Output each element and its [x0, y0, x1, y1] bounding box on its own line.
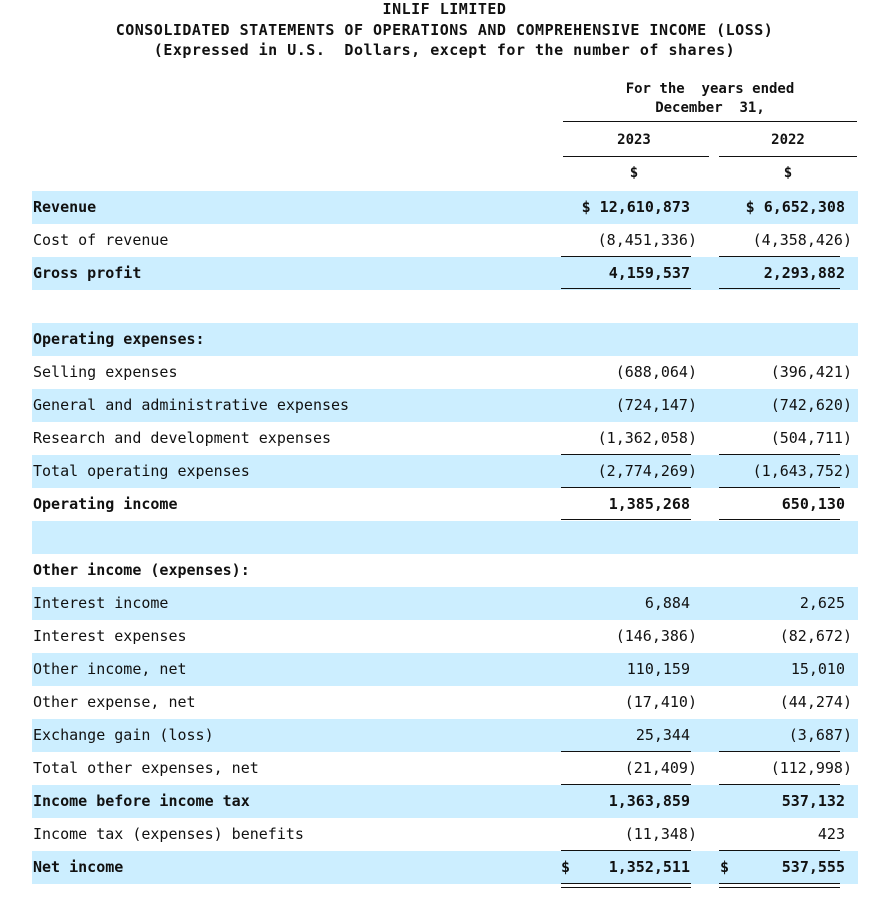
row-gross-profit: [32, 257, 858, 290]
value-2022: (742,620): [770, 396, 852, 414]
row-total-operating-expenses: [32, 455, 858, 488]
total-rule-2023: [561, 519, 691, 520]
value-2022: (1,643,752): [752, 462, 852, 480]
value-2023: 110,159: [626, 660, 690, 678]
value-2022: (112,998): [770, 759, 852, 777]
value-2023: 4,159,537: [608, 264, 690, 282]
value-2023: 6,884: [644, 594, 690, 612]
value-2022: 2,625: [799, 594, 845, 612]
row-income-before-tax: [32, 785, 858, 818]
row-other-income-net: [32, 653, 858, 686]
row-exchange-gain-loss: [32, 719, 858, 752]
row-operating-expenses-heading: [32, 323, 858, 356]
row-label: Gross profit: [33, 264, 142, 282]
row-label: Income before income tax: [33, 792, 250, 810]
total-rule-2022: [719, 519, 840, 520]
row-label: Exchange gain (loss): [33, 726, 214, 744]
value-2023: (146,386): [615, 627, 697, 645]
double-rule-2022: [719, 883, 840, 888]
value-2022: 15,010: [790, 660, 845, 678]
value-2023: 1,363,859: [608, 792, 690, 810]
value-2022: 423: [817, 825, 845, 843]
value-2023: (21,409): [624, 759, 697, 777]
statement-title: CONSOLIDATED STATEMENTS OF OPERATIONS AND COMPREHENSIVE INCOME (LOSS): [115, 21, 774, 39]
row-label: Other income, net: [33, 660, 187, 678]
row-label: Research and development expenses: [33, 429, 332, 447]
currency-2023-label: $: [629, 165, 639, 181]
currency-2022: $: [720, 858, 730, 876]
row-label: General and administrative expenses: [33, 396, 350, 414]
row-general-admin-expenses: [32, 389, 858, 422]
value-2022: (3,687): [788, 726, 852, 744]
row-interest-income: [32, 587, 858, 620]
row-income-tax: [32, 818, 858, 851]
row-label: Income tax (expenses) benefits: [33, 825, 304, 843]
period-rule: [563, 121, 857, 122]
value-2022: 537,555: [781, 858, 845, 876]
period-line-1: For the years ended: [625, 81, 795, 97]
year-2023-rule: [563, 156, 709, 157]
value-2022: (82,672): [779, 627, 852, 645]
row-other-income-heading: [32, 554, 858, 587]
value-2022: 2,293,882: [763, 264, 845, 282]
value-2022: $ 6,652,308: [745, 198, 845, 216]
row-label: Operating expenses:: [33, 330, 205, 348]
value-2023: (2,774,269): [597, 462, 697, 480]
row-research-development-expenses: [32, 422, 858, 455]
value-2022: (44,274): [779, 693, 852, 711]
row-label: Interest expenses: [33, 627, 187, 645]
double-rule-2023: [561, 883, 691, 888]
row-selling-expenses: [32, 356, 858, 389]
row-other-expense-net: [32, 686, 858, 719]
row-label: Total other expenses, net: [33, 759, 259, 777]
row-label: Selling expenses: [33, 363, 178, 381]
value-2023: (8,451,336): [597, 231, 697, 249]
row-total-other-expenses: [32, 752, 858, 785]
company-name: INLIF LIMITED: [382, 0, 507, 18]
currency-2022-label: $: [783, 165, 793, 181]
value-2023: 1,352,511: [608, 858, 690, 876]
row-label: Cost of revenue: [33, 231, 169, 249]
row-label: Total operating expenses: [33, 462, 250, 480]
currency-2023: $: [561, 858, 571, 876]
period-line-2: December 31,: [655, 100, 765, 116]
value-2022: 650,130: [781, 495, 845, 513]
value-2023: $ 12,610,873: [581, 198, 690, 216]
value-2022: (4,358,426): [752, 231, 852, 249]
row-label: Other income (expenses):: [33, 561, 250, 579]
row-label: Net income: [33, 858, 124, 876]
value-2023: (724,147): [615, 396, 697, 414]
row-label: Interest income: [33, 594, 169, 612]
value-2023: (688,064): [615, 363, 697, 381]
value-2023: 1,385,268: [608, 495, 690, 513]
value-2022: (504,711): [770, 429, 852, 447]
row-spacer: [32, 290, 858, 323]
row-cost-of-revenue: [32, 224, 858, 257]
row-spacer: [32, 521, 858, 554]
row-label: Revenue: [33, 198, 97, 216]
row-net-income: [32, 851, 858, 884]
row-revenue: [32, 191, 858, 224]
total-rule-2022: [719, 288, 840, 289]
value-2022: (396,421): [770, 363, 852, 381]
year-2022-label: 2022: [771, 132, 805, 148]
total-rule-2023: [561, 288, 691, 289]
row-interest-expenses: [32, 620, 858, 653]
value-2023: (11,348): [624, 825, 697, 843]
value-2022: 537,132: [781, 792, 845, 810]
statement-subtitle: (Expressed in U.S. Dollars, except for the number of shares): [153, 41, 736, 59]
row-label: Operating income: [33, 495, 178, 513]
row-label: Other expense, net: [33, 693, 196, 711]
value-2023: (1,362,058): [597, 429, 697, 447]
value-2023: (17,410): [624, 693, 697, 711]
year-2022-rule: [719, 156, 857, 157]
year-2023-label: 2023: [617, 132, 651, 148]
value-2023: 25,344: [635, 726, 690, 744]
row-operating-income: [32, 488, 858, 521]
